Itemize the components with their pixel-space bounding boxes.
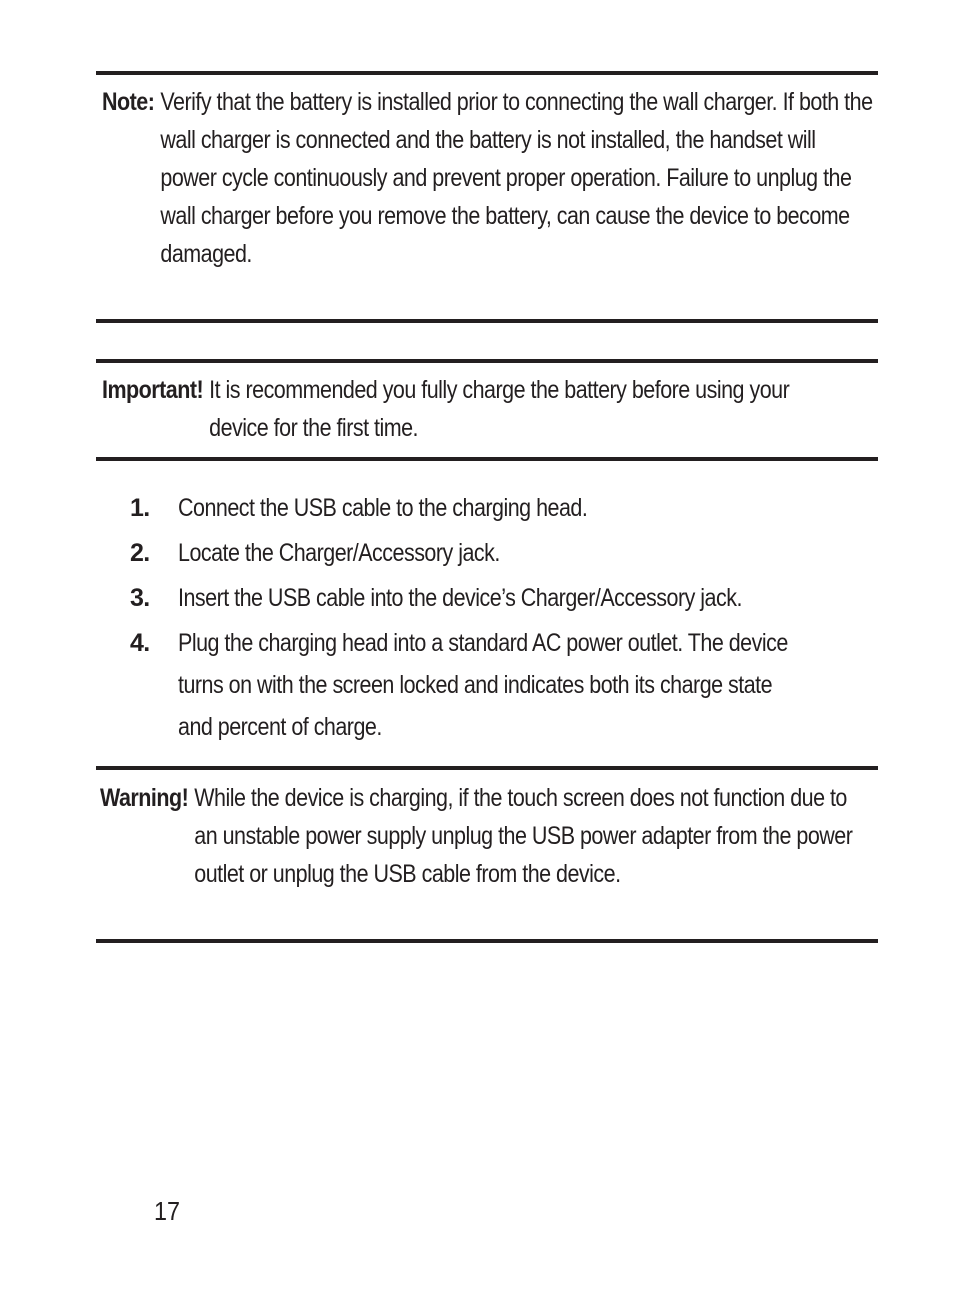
list-item — [130, 622, 890, 748]
warning-row — [100, 779, 870, 893]
list-item — [130, 532, 890, 574]
step-number: 2. — [130, 539, 150, 567]
important-callout — [102, 371, 790, 447]
warning-callout — [100, 779, 853, 893]
step-text: Plug the charging head into a standard AC power outlet. The device turns on with the screen locked and indicates both its charge state and percent of charge. — [178, 629, 788, 741]
step-number: 4. — [130, 629, 150, 657]
note-text: Verify that the battery is installed prior to connecting the wall charger. If both the wall charger is connected and the battery is not installed, the handset will power cycle continuously and prevent proper operation. Failure to unplug the wall charger before you remove the battery, can cause the device to become damaged. — [160, 88, 873, 268]
note-label: Note: — [102, 88, 155, 116]
note-callout — [102, 83, 873, 273]
warning-bottom-rule — [96, 939, 878, 943]
step-text: Connect the USB cable to the charging head. — [178, 494, 588, 522]
important-text: It is recommended you fully charge the battery before using your device for the first time. — [209, 376, 790, 442]
note-row — [102, 83, 878, 273]
warning-text: While the device is charging, if the touch screen does not function due to an unstable power supply unplug the USB power adapter from the power outlet or unplug the USB cable from the device. — [194, 784, 853, 888]
note-top-rule — [96, 71, 878, 75]
important-row — [102, 371, 842, 447]
important-top-rule — [96, 359, 878, 363]
list-item — [130, 487, 890, 529]
page-number: 17 — [154, 1196, 181, 1226]
step-number: 1. — [130, 494, 150, 522]
step-text: Insert the USB cable into the device’s Charger/Accessory jack. — [178, 584, 742, 612]
step-number: 3. — [130, 584, 150, 612]
warning-top-rule — [96, 766, 878, 770]
list-item — [130, 577, 890, 619]
warning-label: Warning! — [100, 784, 189, 812]
note-bottom-rule — [96, 319, 878, 323]
important-label: Important! — [102, 376, 204, 404]
step-text: Locate the Charger/Accessory jack. — [178, 539, 500, 567]
important-bottom-rule — [96, 457, 878, 461]
charging-steps-list — [130, 487, 890, 751]
